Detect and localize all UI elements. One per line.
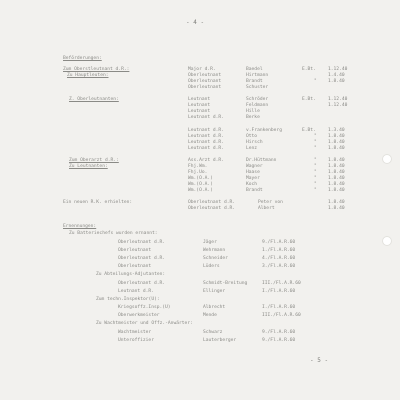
- promo-name: Schuster: [246, 85, 269, 90]
- promo-rank: Oberleutnant d.R.: [188, 206, 236, 211]
- promo-rank: Leutnant: [188, 103, 211, 108]
- appoint-name: Wehrmann: [203, 248, 226, 253]
- appoint-rank: Leutnant d.R.: [118, 289, 154, 294]
- promo-date: 1.8.40: [328, 134, 345, 139]
- footer-page-mark: - 5 -: [310, 357, 329, 364]
- appoint-name: Albrecht: [203, 305, 226, 310]
- appoint-name: Mende: [203, 313, 217, 318]
- appoint-name: Lüders: [203, 264, 220, 269]
- promo-name: Dr.Hüttmann: [246, 158, 277, 163]
- appoint-unit: I./Fl.A.R.60: [262, 289, 296, 294]
- promo-rank: Wm.(O.A.): [188, 182, 213, 187]
- promo-rank: Leutnant: [188, 97, 211, 102]
- label-rk: Ein neuen R.K. erhielten:: [63, 200, 133, 205]
- promo-unit: E.Bt.: [302, 67, 316, 72]
- promo-name: Baedel: [246, 67, 263, 72]
- promo-name: Hille: [246, 109, 260, 114]
- promo-rank: Leutnant: [188, 109, 211, 114]
- promo-name: v.Frankenberg: [246, 128, 282, 133]
- appoint-rank: Oberleutnant d.R.: [118, 240, 166, 245]
- subsection-wachtmeister: Zu Wachtmeister und Offz.-Anwärter:: [96, 321, 193, 326]
- promo-name: Lenz: [246, 146, 258, 151]
- promo-date: 1.8.40: [328, 206, 345, 211]
- promo-date: 1.8.40: [328, 176, 345, 181]
- promo-date: 1.8.40: [328, 200, 345, 205]
- label-oberleutnanten: Z. Oberleutnanten:: [69, 97, 119, 102]
- appoint-rank: Oberleutnant d.R.: [118, 281, 166, 286]
- appoint-rank: Kriegsoffz.Insp.(U): [118, 305, 171, 310]
- promo-rank: Oberleutnant d.R.: [188, 200, 236, 205]
- page-number: - 4 -: [186, 19, 205, 26]
- promo-unit: E.Bt.: [302, 128, 316, 133]
- promo-date: 1.8.40: [328, 146, 345, 151]
- promo-unit: E.Bt.: [302, 97, 316, 102]
- promo-name: Peter von: [258, 200, 283, 205]
- appoint-unit: 4./Fl.A.R.60: [262, 256, 296, 261]
- promo-unit: ": [314, 170, 317, 175]
- appoint-unit: 1./Fl.A.R.60: [262, 248, 296, 253]
- appoint-rank: Oberleutnant: [118, 264, 152, 269]
- promo-rank: Fhj.Wm.: [188, 164, 208, 169]
- appoint-rank: Oberleutnant d.R.: [118, 256, 166, 261]
- promo-name: Feldmann: [246, 103, 269, 108]
- promo-date: 1.12.40: [328, 67, 348, 72]
- promo-rank: Wm.(O.A.): [188, 188, 213, 193]
- appoint-name: Schmidt-Breitung: [203, 281, 248, 286]
- appoint-name: Schwarz: [203, 330, 223, 335]
- label-leutnanten: Zu Leutnanten:: [69, 164, 108, 169]
- promo-name: Brandt: [246, 188, 263, 193]
- promo-name: Albert: [258, 206, 275, 211]
- appoint-unit: III./Fl.A.R.60: [262, 281, 301, 286]
- appoint-unit: 9./Fl.A.R.60: [262, 338, 296, 343]
- promo-name: Hirsch: [246, 140, 263, 145]
- subsection-batteriechefs: Zu Batteriechefs wurden ernannt:: [69, 231, 158, 236]
- promo-rank: Leutnant d.R.: [188, 140, 224, 145]
- promo-date: 1.8.40: [328, 182, 345, 187]
- promo-name: Berke: [246, 115, 260, 120]
- appoint-unit: 9./Fl.A.R.60: [262, 240, 296, 245]
- promo-date: 1.8.40: [328, 140, 345, 145]
- punch-hole-bottom: [382, 236, 392, 246]
- promo-unit: ": [314, 164, 317, 169]
- promo-name: Haase: [246, 170, 260, 175]
- promo-unit: ": [314, 188, 317, 193]
- promo-rank: Oberleutnant: [188, 73, 222, 78]
- appoint-rank: Unteroffizier: [118, 338, 154, 343]
- promo-rank: Wm.(O.A.): [188, 176, 213, 181]
- promo-rank: Leutnant d.R.: [188, 115, 224, 120]
- promo-unit: ": [314, 158, 317, 163]
- promo-unit: ": [314, 140, 317, 145]
- promo-rank: Oberleutnant: [188, 85, 222, 90]
- promo-name: Brandt: [246, 79, 263, 84]
- promo-date: 1.8.40: [328, 170, 345, 175]
- appoint-name: Jäger: [203, 240, 217, 245]
- promo-date: 1.8.40: [328, 79, 345, 84]
- appoint-unit: 9./Fl.A.R.60: [262, 330, 296, 335]
- promo-name: Mayer: [246, 176, 260, 181]
- label-oberstleutnant: Zum Oberstleutnant d.R.:: [63, 67, 130, 72]
- promo-date: 1.8.40: [328, 164, 345, 169]
- promo-name: Otto: [246, 134, 258, 139]
- label-oberarzt: Zum Oberarzt d.R.:: [69, 158, 119, 163]
- promo-rank: Ass.Arzt d.R.: [188, 158, 224, 163]
- promo-rank: Major d.R.: [188, 67, 216, 72]
- appoint-unit: III./Fl.A.R.60: [262, 313, 301, 318]
- promo-unit: ": [314, 79, 317, 84]
- appoint-name: Schneider: [203, 256, 228, 261]
- promo-rank: Leutnant d.R.: [188, 146, 224, 151]
- promo-date: 1.12.40: [328, 103, 348, 108]
- appoint-name: Ellinger: [203, 289, 226, 294]
- promo-name: Hirtmann: [246, 73, 269, 78]
- promo-rank: Leutnant d.R.: [188, 134, 224, 139]
- promo-rank: Fhj.Uo.: [188, 170, 208, 175]
- punch-hole-top: [382, 154, 392, 164]
- promo-date: 1.3.40: [328, 128, 345, 133]
- promo-unit: ": [314, 134, 317, 139]
- promo-date: 1.8.40: [328, 188, 345, 193]
- section-title-promotions: Beförderungen:: [63, 56, 102, 61]
- subsection-adjutanten: Zu Abteilungs-Adjutanten:: [96, 272, 166, 277]
- appoint-rank: Oberleutnant: [118, 248, 152, 253]
- promo-date: 1.4.40: [328, 73, 345, 78]
- promo-unit: ": [314, 176, 317, 181]
- promo-date: 1.8.40: [328, 158, 345, 163]
- promo-unit: ": [314, 182, 317, 187]
- promo-unit: ": [314, 146, 317, 151]
- promo-rank: Leutnant d.R.: [188, 128, 224, 133]
- subsection-inspektor: Zum techn.Inspektor(U):: [96, 297, 160, 302]
- promo-name: Wagner: [246, 164, 263, 169]
- appoint-unit: I./Fl.A.R.60: [262, 305, 296, 310]
- promo-rank: Oberleutnant: [188, 79, 222, 84]
- label-hauptleuten: Zu Hauptleuten:: [67, 73, 109, 78]
- appoint-unit: 3./Fl.A.R.60: [262, 264, 296, 269]
- promo-name: Koch: [246, 182, 258, 187]
- section-title-appointments: Ernennungen:: [63, 224, 97, 229]
- appoint-rank: Wachtmeister: [118, 330, 152, 335]
- appoint-name: Lauterberger: [203, 338, 237, 343]
- promo-date: 1.12.40: [328, 97, 348, 102]
- promo-name: Schröder: [246, 97, 269, 102]
- appoint-rank: Oberwerkmeister: [118, 313, 160, 318]
